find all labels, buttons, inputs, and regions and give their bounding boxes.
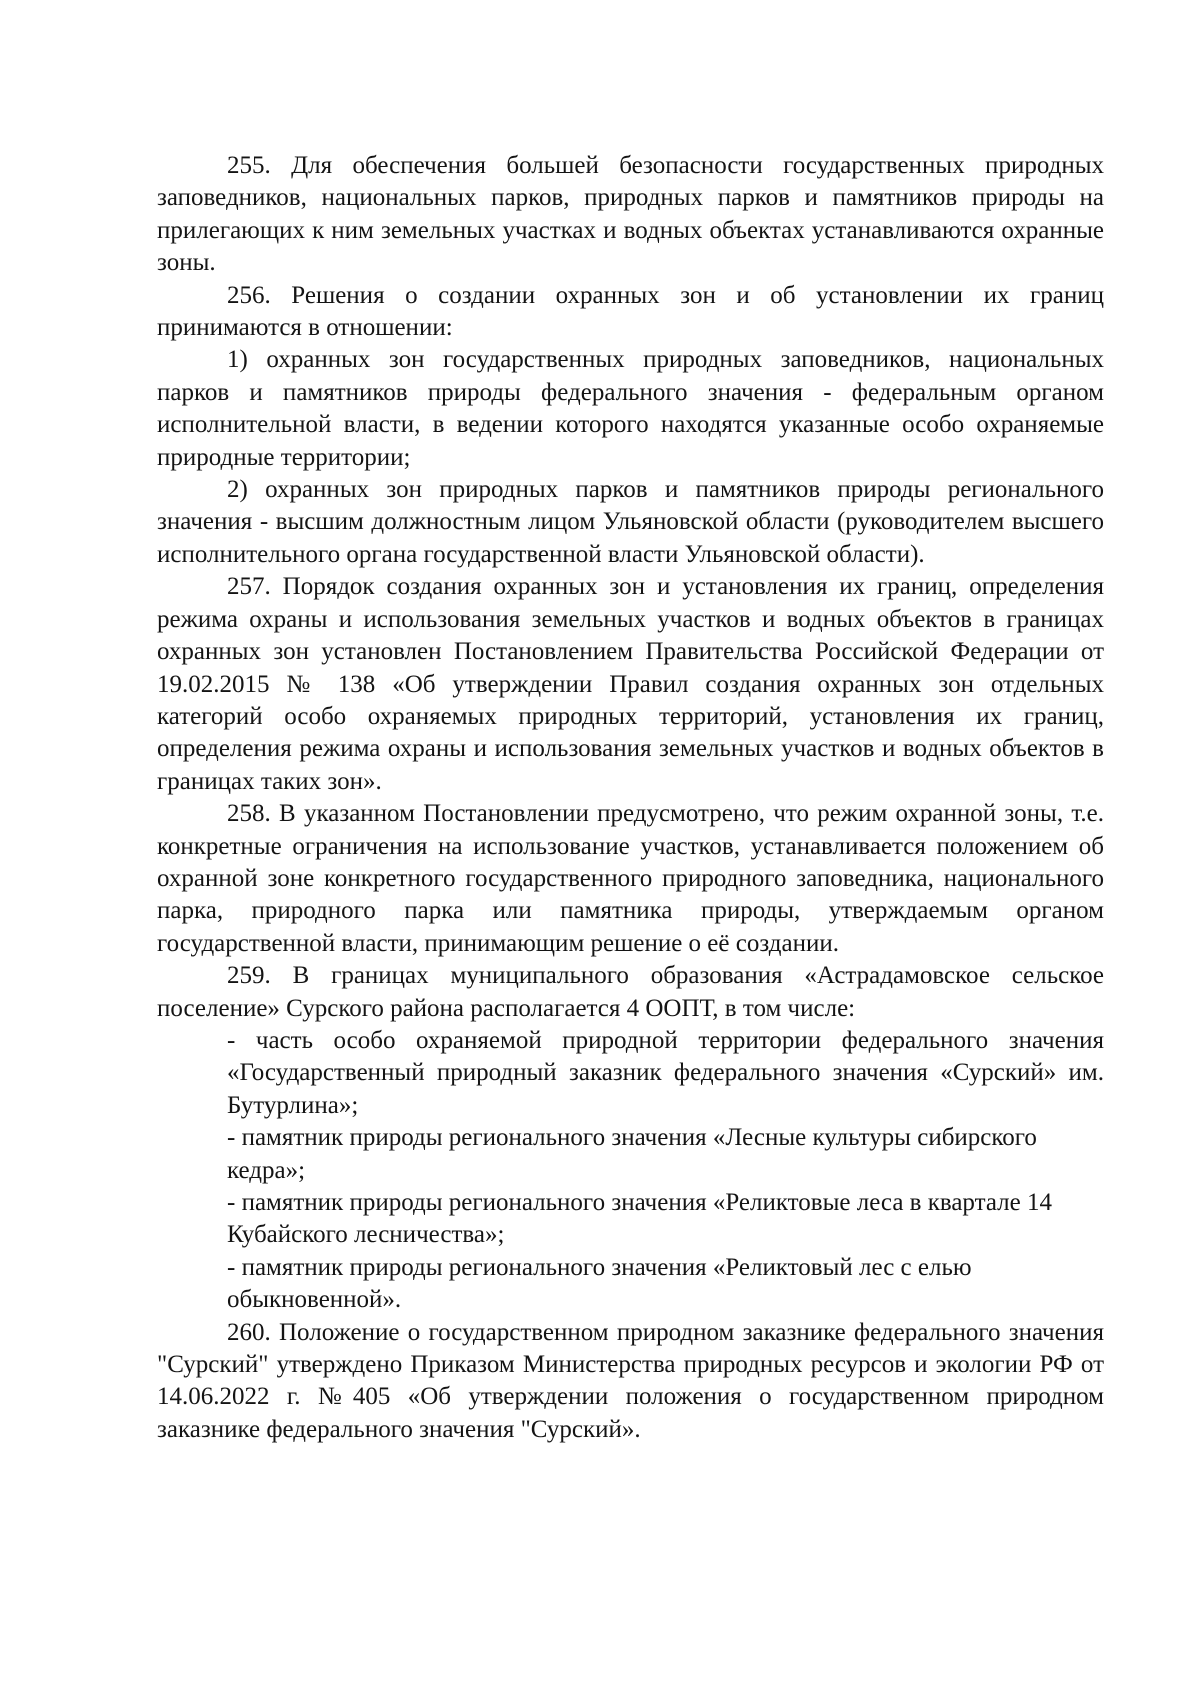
paragraph-260: 260. Положение о государственном природном заказнике федерального значения "Сурский" утверждено Приказом Министерства природных ресурсов и экологии РФ от 14.06.2022 г. №405 «Об утверждении положения о государственном природном заказнике федерального значения "Сурский». <box>157 1318 1104 1443</box>
oopt-list-item: - часть особо охраняемой природной территории федерального значения «Государственный природный заказник федерального значения «Сурский» им. Бутурлина»; <box>227 1026 1104 1119</box>
oopt-list <box>157 1025 1104 1317</box>
paragraph-256-item-1: 1) охранных зон государственных природных заповедников, национальных парков и памятников природы федерального значения - федеральным органом исполнительной власти, в ведении которого находятся указанные особо охраняемые природные территории; <box>157 346 1104 471</box>
paragraph-256-item-2: 2) охранных зон природных парков и памятников природы регионального значения - высшим должностным лицом Ульяновской области (руководителем высшего исполнительного органа государственной власти Ульяновской области). <box>157 476 1104 568</box>
paragraph-257: 257. Порядок создания охранных зон и установления их границ, определения режима охраны и использования земельных участков и водных объектов в границах охранных зон установлен Постановлением Правительства Российской Федерации от 19.02.2015 № 138 «Об утверждении Правил создания охранных зон отдельных категорий особо охраняемых природных территорий, установления их границ, определения режима охраны и использования земельных участков и водных объектов в границах таких зон». <box>157 573 1104 795</box>
paragraph-256: 256. Решения о создании охранных зон и об установлении их границ принимаются в отношении: <box>157 281 1104 342</box>
paragraph-258: 258. В указанном Постановлении предусмотрено, что режим охранной зоны, т.е. конкретные ограничения на использование участков, устанавливается положением об охранной зоне конкретного государственного природного заповедника, национального парка, природного парка или памятника природы, утверждаемым органом государственной власти, принимающим решение о её создании. <box>157 800 1104 957</box>
paragraph-255: 255. Для обеспечения большей безопасности государственных природных заповедников, национальных парков, природных парков и памятников природы на прилегающих к ним земельных участках и водных объектах устанавливаются охранные зоны. <box>157 152 1104 277</box>
oopt-list-item: - памятник природы регионального значения «Реликтовый лес с елью обыкновенной». <box>227 1253 972 1314</box>
oopt-list-item: - памятник природы регионального значения «Реликтовые леса в квартале 14 Кубайского лесничества»; <box>227 1189 1052 1249</box>
oopt-list-item: - памятник природы регионального значения «Лесные культуры сибирского кедра»; <box>227 1124 1037 1184</box>
paragraph-259: 259. В границах муниципального образования «Астрадамовское сельское поселение» Сурского района располагается 4 ООПТ, в том числе: <box>157 962 1104 1022</box>
document-body <box>157 150 1104 1446</box>
